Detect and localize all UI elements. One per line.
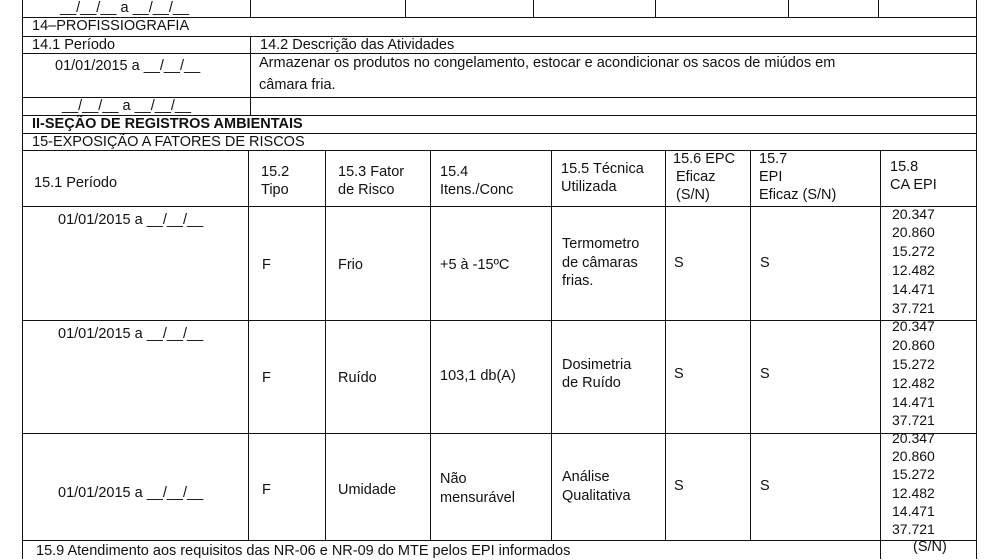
row-period: 01/01/2015 a __/__/__ (58, 326, 204, 342)
rule (22, 0, 23, 559)
row-tipo: F (262, 257, 271, 273)
header-epi: EPI (759, 169, 783, 185)
rule (22, 540, 976, 541)
row-tipo: F (262, 370, 271, 386)
row-ca-4: 12.482 (892, 485, 935, 501)
header-tipo: Tipo (261, 182, 289, 198)
header-epc: Eficaz (676, 169, 716, 185)
header-fator: de Risco (338, 182, 395, 198)
rule (22, 36, 976, 37)
header-tecnica: Utilizada (561, 179, 617, 195)
row-conc-1: Não (440, 471, 467, 487)
footer-sn: (S/N) (913, 539, 947, 555)
rule (22, 53, 976, 54)
header-fator-num: 15.3 Fator (338, 164, 405, 180)
row-epc: S (674, 478, 684, 494)
header-epc-sn: (S/N) (676, 187, 710, 203)
row-conc: 103,1 db(A) (440, 368, 516, 384)
row-ca-1: 20.347 (892, 430, 935, 446)
row-conc-2: mensurável (440, 490, 515, 506)
row-epc: S (674, 366, 684, 382)
header-ca-num: 15.8 (890, 159, 919, 175)
section-ii-title: II-SEÇÃO DE REGISTROS AMBIENTAIS (32, 116, 303, 132)
rule (788, 0, 789, 17)
rule (976, 0, 977, 559)
row-ca-1: 20.347 (892, 318, 935, 334)
header-epi-sn: Eficaz (S/N) (759, 187, 837, 203)
row-ca-5: 14.471 (892, 394, 935, 410)
rule (430, 150, 431, 540)
header-tipo-num: 15.2 (261, 164, 290, 180)
rule (533, 0, 534, 17)
row-ca-5: 14.471 (892, 281, 935, 297)
header-period: 15.1 Período (34, 175, 118, 191)
row-ca-6: 37.721 (892, 521, 935, 537)
activity-description-line2: câmara fria. (259, 77, 336, 93)
header-ca: CA EPI (890, 177, 937, 193)
rule (325, 150, 326, 540)
row-fator: Umidade (338, 482, 397, 498)
activity-description-line1: Armazenar os produtos no congelamento, estocar e acondicionar os sacos de miúdos em (259, 55, 836, 71)
row-period: 01/01/2015 a __/__/__ (58, 212, 204, 228)
row-ca-2: 20.860 (892, 224, 935, 240)
activity-period-empty: __/__/__ a __/__/__ (62, 98, 192, 114)
rule (22, 206, 976, 207)
row-tecnica-1: Dosimetria (562, 357, 632, 373)
row-epi: S (760, 366, 770, 382)
rule (750, 150, 751, 540)
rule (250, 0, 251, 17)
row-epc: S (674, 255, 684, 271)
row-tecnica-2: Qualitativa (562, 488, 631, 504)
header-epi-num: 15.7 (759, 151, 788, 167)
header-conc: Itens./Conc (440, 182, 514, 198)
rule (551, 150, 552, 540)
row-ca-3: 15.272 (892, 466, 935, 482)
section-14-title: 14–PROFISSIOGRAFIA (32, 18, 190, 34)
row-ca-5: 14.471 (892, 503, 935, 519)
rule (405, 0, 406, 17)
row-ca-3: 15.272 (892, 243, 935, 259)
rule (22, 433, 976, 434)
col-header-period: 14.1 Período (32, 37, 116, 53)
row-epi: S (760, 478, 770, 494)
rule (665, 150, 666, 540)
row-ca-4: 12.482 (892, 375, 935, 391)
header-tecnica-num: 15.5 Técnica (561, 161, 644, 177)
rule (22, 320, 976, 321)
rule (878, 0, 879, 17)
row-tecnica-2: de Ruído (562, 375, 621, 391)
row-epi: S (760, 255, 770, 271)
rule (250, 36, 251, 115)
rule (248, 150, 249, 540)
row-ca-1: 20.347 (892, 206, 935, 222)
activity-period: 01/01/2015 a __/__/__ (55, 58, 201, 74)
col-header-description: 14.2 Descrição das Atividades (260, 37, 455, 53)
section-15-title: 15-EXPOSIÇÃO A FATORES DE RISCOS (32, 134, 305, 150)
row-ca-6: 37.721 (892, 412, 935, 428)
rule (880, 150, 881, 559)
header-epc-num: 15.6 EPC (673, 151, 736, 167)
row-period: 01/01/2015 a __/__/__ (58, 485, 204, 501)
rule (655, 0, 656, 17)
row-ca-2: 20.860 (892, 448, 935, 464)
row-tecnica-1: Termometro (562, 236, 640, 252)
row-ca-2: 20.860 (892, 337, 935, 353)
row-fator: Ruído (338, 370, 377, 386)
footer-nr-requirements: 15.9 Atendimento aos requisitos das NR-06 e NR-09 do MTE pelos EPI informados (36, 543, 571, 559)
row-ca-6: 37.721 (892, 300, 935, 316)
row-tipo: F (262, 482, 271, 498)
row-tecnica-1: Análise (562, 469, 610, 485)
row-ca-4: 12.482 (892, 262, 935, 278)
row-tecnica-3: frias. (562, 273, 594, 289)
row-fator: Frio (338, 257, 363, 273)
row-conc: +5 à -15ºC (440, 257, 510, 273)
top-date-range: __/__/__ a __/__/__ (60, 0, 190, 16)
row-tecnica-2: de câmaras (562, 255, 638, 271)
header-conc-num: 15.4 (440, 164, 469, 180)
row-ca-3: 15.272 (892, 356, 935, 372)
